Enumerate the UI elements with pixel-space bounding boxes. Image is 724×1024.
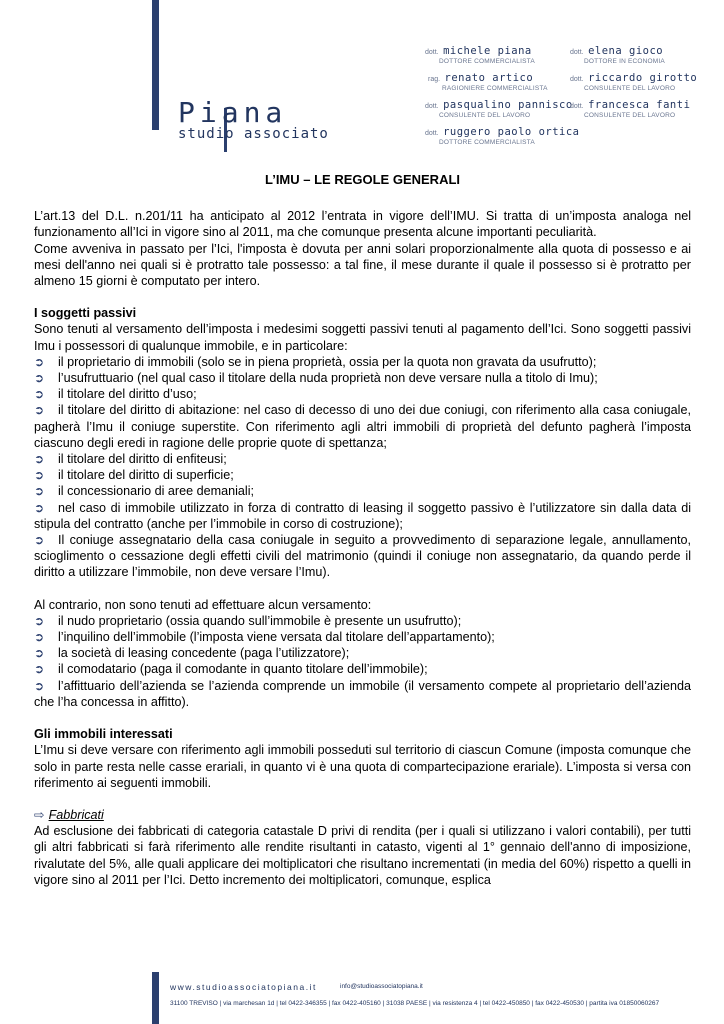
partner-title: dott. [425, 103, 439, 110]
list-item: ➲ l’usufruttuario (nel qual caso il titolare della nuda proprietà non deve versare nulla a titolo di Imu); [34, 371, 598, 386]
document-title: L’IMU – LE REGOLE GENERALI [264, 172, 461, 187]
section-intro: Sono tenuti al versamento dell’imposta i medesimi soggetti passivi tenuti al pagamento dell’Ici. Sono soggetti passivi Imu i possessori di qualunque immobile, e in particolare: [34, 322, 691, 353]
partner-title: dott. [425, 49, 439, 56]
list-item: ➲ l’inquilino dell’immobile (l’imposta viene versata dal titolare dell’appartamento); [34, 630, 495, 645]
list-item: ➲ la società di leasing concedente (paga l’utilizzatore); [34, 646, 350, 661]
arrow-right-icon: ➲ [34, 403, 45, 418]
subsection-heading: ⇨ Fabbricati [34, 807, 104, 822]
arrow-outline-icon: ⇨ [34, 807, 45, 822]
partner-role: CONSULENTE DEL LAVORO [584, 112, 676, 119]
intro-paragraph: Come avveniva in passato per l’Ici, l'imposta è dovuta per anni solari proporzionalmente alla quota di possesso e ai mesi dell'anno nei quali si è protratto tale possesso: a tal fine, il mese durante il quale il possesso si è protratto per almeno 15 giorni è computato per intero. [34, 241, 691, 289]
arrow-right-icon: ➲ [34, 646, 45, 661]
arrow-right-icon: ➲ [34, 533, 45, 548]
section-heading: I soggetti passivi [34, 306, 137, 321]
list-item: ➲ il titolare del diritto di abitazione: nel caso di decesso di uno dei due coniugi, con riferimento alla casa coniugale, pagherà l’Imu il coniuge superstite. Con riferimento agli altri immobili di proprietà del defunto pagherà l’imposta ciascuno degli eredi in ragione delle proprie quote di spettanza; [34, 403, 691, 450]
partner-title: dott. [425, 130, 439, 137]
partner-role: DOTTORE COMMERCIALISTA [439, 58, 535, 65]
arrow-right-icon: ➲ [34, 662, 45, 677]
list-item: ➲ il nudo proprietario (ossia quando sull’immobile è presente un usufrutto); [34, 613, 462, 628]
partner-title: rag. [428, 76, 441, 83]
list-item: ➲ il titolare del diritto d’uso; [34, 387, 197, 402]
partner-francesca-fanti [570, 96, 690, 120]
arrow-right-icon: ➲ [34, 387, 45, 402]
partner-name: pasqualino pannisco [443, 99, 573, 111]
footer-bar [152, 972, 159, 1024]
arrow-right-icon: ➲ [34, 452, 45, 467]
arrow-right-icon: ➲ [34, 484, 45, 499]
list-item: ➲ Il coniuge assegnatario della casa coniugale in seguito a provvedimento di separazione legale, annullamento, scioglimento o cessazione degli effetti civili del matrimonio (quindi il coniuge non assegnatario, da quando perde il diritto a utilizzare l’immobile, non deve versare l’Imu). [34, 533, 691, 580]
arrow-right-icon: ➲ [34, 354, 45, 369]
partner-role: DOTTORE COMMERCIALISTA [439, 139, 535, 146]
arrow-right-icon: ➲ [34, 468, 45, 483]
partner-role: CONSULENTE DEL LAVORO [584, 85, 676, 92]
partner-role: CONSULENTE DEL LAVORO [439, 112, 531, 119]
logo-name: Piana [178, 96, 288, 129]
partner-role: DOTTORE IN ECONOMIA [584, 58, 665, 65]
list-item: ➲ il titolare del diritto di enfiteusi; [34, 452, 227, 467]
section-heading: Gli immobili interessati [34, 727, 173, 742]
partner-title: dott. [570, 103, 584, 110]
arrow-right-icon: ➲ [34, 630, 45, 645]
section-text: L’Imu si deve versare con riferimento agli immobili posseduti sul territorio di ciascun Comune (imposta comunque che solo in parte resta nelle casse erariali, in quanto vi è una quota di compartecipazione erariale). L’imposta si versa con riferimento ai seguenti immobili. [34, 743, 691, 790]
list-item: ➲ l’affittuario dell’azienda se l’azienda comprende un immobile (il versamento compete al proprietario dell’azienda che l’ha concessa in affitto). [34, 678, 691, 709]
list-item: ➲ nel caso di immobile utilizzato in forza di contratto di leasing il soggetto passivo è l’utilizzatore sin dalla data di stipula del contratto (anche per l’immobile in corso di costruzione); [34, 500, 691, 531]
partner-role: RAGIONIERE COMMERCIALISTA [442, 85, 548, 92]
partner-name: elena gioco [588, 45, 664, 57]
footer-address: 31100 TREVISO | via marchesan 1d | tel 0422-346355 | fax 0422-405160 | 31038 PAESE | via resistenza 4 | tel 0422-450850 | fax 0422-450530 | partita iva 01850060267 [170, 1000, 660, 1007]
list-item: ➲ il concessionario di aree demaniali; [34, 484, 255, 499]
partner-pasqualino-pannisco [425, 96, 573, 120]
taxpayers-list [34, 354, 691, 581]
list-item: ➲ il proprietario di immobili (solo se in piena proprietà, ossia per la quota non gravata da usufrutto); [34, 354, 597, 369]
partner-ruggero-paolo-ortica [425, 123, 580, 147]
subsection-text: Ad esclusione dei fabbricati di categoria catastale D privi di rendita (per i quali si utilizzano i valori contabili), per tutti gli altri fabbricati si farà riferimento alle rendite risultanti in catasto, vigenti al 1° gennaio dell'anno di imposizione, rivalutate del 5%, alle quali applicare dei moltiplicatori che risultano incrementati (in media del 60%) rispetto a quelli in vigore sino al 2011 per l’Ici. Detto incremento dei moltiplicatori, comunque, esplica [34, 824, 691, 887]
intro-paragraph: L’art.13 del D.L. n.201/11 ha anticipato al 2012 l’entrata in vigore dell’IMU. Si tratta di un’imposta analoga nel funzionamento all’Ici in vigore sino al 2011, ma che comunque presenta alcune importanti peculiarità. [34, 209, 691, 240]
arrow-right-icon: ➲ [34, 613, 45, 628]
partner-name: riccardo girotto [588, 72, 698, 84]
arrow-right-icon: ➲ [34, 371, 45, 386]
logo-subtitle: studio associato [178, 126, 329, 142]
partner-title: dott. [570, 49, 584, 56]
footer-email: info@studioassociatopiana.it [340, 983, 423, 990]
arrow-right-icon: ➲ [34, 678, 45, 693]
partner-name: renato artico [444, 72, 534, 84]
document-body [34, 166, 691, 888]
arrow-right-icon: ➲ [34, 500, 45, 515]
footer-website: www.studioassociatopiana.it [170, 982, 317, 992]
partner-elena-gioco [570, 42, 665, 66]
partner-name: ruggero paolo ortica [443, 126, 580, 138]
partner-name: francesca fanti [588, 99, 691, 111]
list-item: ➲ il titolare del diritto di superficie; [34, 468, 234, 483]
section-intro: Al contrario, non sono tenuti ad effettuare alcun versamento: [34, 597, 372, 612]
logo-bar-vertical [152, 0, 159, 130]
partner-michele-piana [425, 42, 535, 66]
list-item: ➲ il comodatario (paga il comodante in quanto titolare dell’immobile); [34, 662, 428, 677]
partner-riccardo-girotto [570, 69, 697, 93]
exempt-list [34, 613, 691, 710]
partner-title: dott. [570, 76, 584, 83]
partner-name: michele piana [443, 45, 532, 57]
partner-renato-artico [428, 69, 548, 93]
